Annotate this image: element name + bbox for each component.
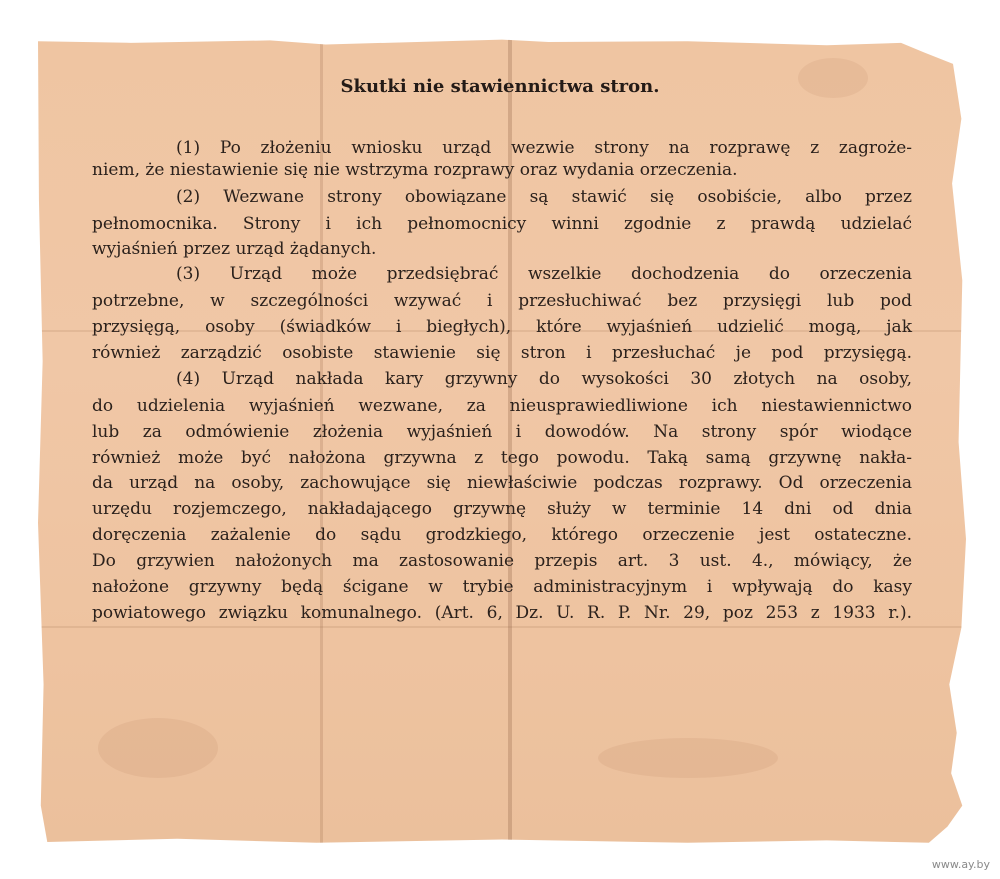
paragraph-2-line-3: wyjaśnień przez urząd żądanych. (92, 239, 377, 259)
paragraph-4-line-10: powiatowego związku komunalnego. (Art. 6, Dz. U. R. P. Nr. 29, poz 253 z 1933 r.). (92, 603, 912, 623)
paragraph-4-line-8: Do grzywien nałożonych ma zastosowanie przepis art. 3 ust. 4., mówiący, że (92, 551, 912, 571)
horizontal-fold-lower (38, 626, 966, 628)
paragraph-4-line-3: lub za odmówienie złożenia wyjaśnień i dowodów. Na strony spór wiodące (92, 422, 912, 442)
paragraph-4-line-6: urzędu rozjemczego, nakładającego grzywnę służy w terminie 14 dni od dnia (92, 499, 912, 519)
paragraph-4-line-9: nałożone grzywny będą ścigane w trybie administracyjnym i wpływają do kasy (92, 577, 912, 597)
paragraph-3-line-2: potrzebne, w szczególności wzywać i przesłuchiwać bez przysięgi lub pod (92, 291, 912, 311)
paragraph-2-line-2: pełnomocnika. Strony i ich pełnomocnicy winni zgodnie z prawdą udzielać (92, 214, 912, 234)
paper-stain (98, 718, 218, 778)
paragraph-2-line-1: (2) Wezwane strony obowiązane są stawić się osobiście, albo przez (176, 187, 912, 207)
paragraph-4-line-7: doręczenia zażalenie do sądu grodzkiego, którego orzeczenie jest ostateczne. (92, 525, 912, 545)
paragraph-4-line-5: da urząd na osoby, zachowujące się niewłaściwie podczas rozprawy. Od orzeczenia (92, 473, 912, 493)
paragraph-1-line-1: (1) Po złożeniu wniosku urząd wezwie strony na rozprawę z zagroże- (176, 138, 912, 158)
paragraph-4-line-2: do udzielenia wyjaśnień wezwane, za nieusprawiedliwione ich niestawiennictwo (92, 396, 912, 416)
paragraph-3-line-4: również zarządzić osobiste stawienie się stron i przesłuchać je pod przysięgą. (92, 343, 912, 363)
paragraph-4-line-4: również może być nałożona grzywna z tego powodu. Taką samą grzywnę nakła- (92, 448, 912, 468)
watermark: www.ay.by (931, 858, 990, 871)
document-title: Skutki nie stawiennictwa stron. (340, 76, 660, 97)
paper-stain (598, 738, 778, 778)
paragraph-3-line-3: przysięgą, osoby (świadków i biegłych), które wyjaśnień udzielić mogą, jak (92, 317, 912, 337)
paragraph-1-line-2: niem, że niestawienie się nie wstrzyma rozprawy oraz wydania orzeczenia. (92, 160, 738, 180)
paragraph-4-line-1: (4) Urząd nakłada kary grzywny do wysokości 30 złotych na osoby, (176, 369, 912, 389)
paragraph-3-line-1: (3) Urząd może przedsiębrać wszelkie dochodzenia do orzeczenia (176, 264, 912, 284)
